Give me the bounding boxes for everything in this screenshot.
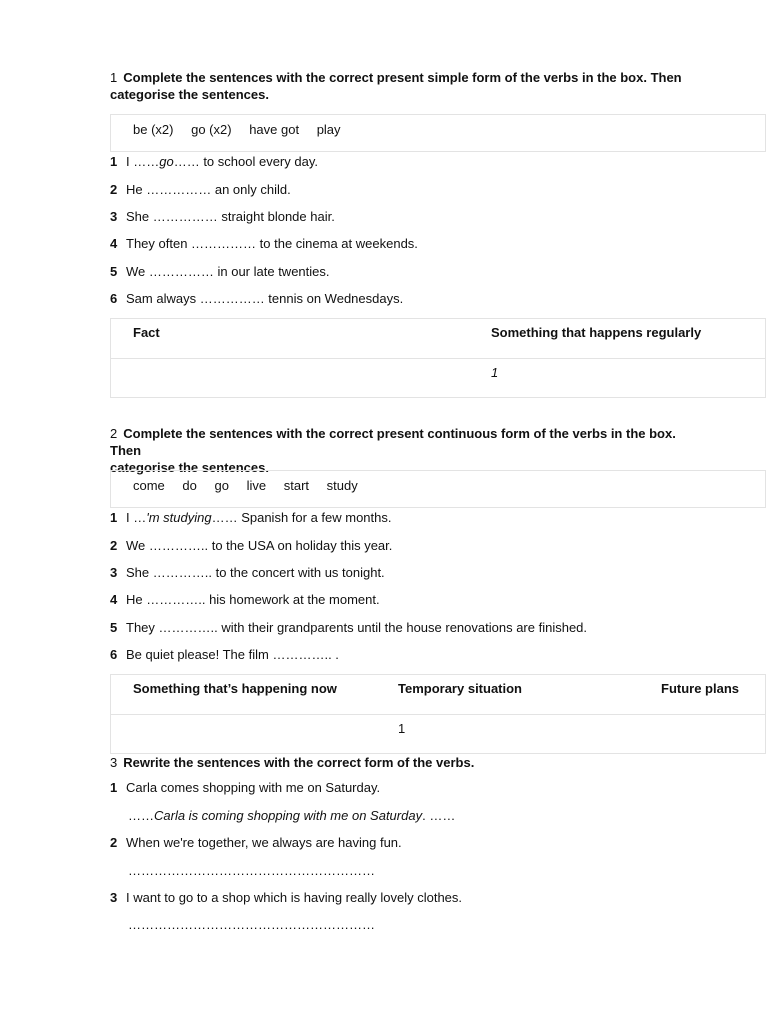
sentence-text: They often …………… to the cinema at weekends. bbox=[126, 236, 418, 251]
exercise-3-answer-line[interactable] bbox=[128, 808, 455, 824]
sentence-text: Be quiet please! The film ………….. . bbox=[126, 647, 339, 662]
sentence-number: 3 bbox=[110, 890, 118, 905]
example-answer: go bbox=[159, 154, 174, 169]
table-header: Something that’s happening now bbox=[133, 681, 337, 696]
sentence-text: Carla comes shopping with me on Saturday. bbox=[126, 780, 381, 795]
table-header: Fact bbox=[133, 325, 160, 340]
word-box-item: live bbox=[246, 478, 267, 493]
table-row bbox=[111, 715, 765, 753]
sentence-text: He ………….. his homework at the moment. bbox=[126, 592, 380, 607]
exercise-1-sentence bbox=[110, 236, 418, 252]
word-box-item: go (x2) bbox=[191, 122, 232, 137]
exercise-1-title-line2: categorise the sentences. bbox=[110, 87, 269, 102]
sentence-text: Sam always …………… tennis on Wednesdays. bbox=[126, 291, 404, 306]
sentence-text: We ………….. to the USA on holiday this year. bbox=[126, 538, 393, 553]
exercise-3-heading bbox=[110, 754, 710, 771]
exercise-1-title-line1: Complete the sentences with the correct present simple form of the verbs in the box. Then bbox=[123, 70, 682, 85]
exercise-1-sentence bbox=[110, 182, 291, 198]
exercise-2-sentence bbox=[110, 565, 385, 581]
sentence-text: I want to go to a shop which is having really lovely clothes. bbox=[126, 890, 463, 905]
sentence-number: 3 bbox=[110, 565, 118, 580]
exercise-1-sentence bbox=[110, 264, 330, 280]
sentence-number: 6 bbox=[110, 647, 118, 662]
sentence-text: She ………….. to the concert with us tonight. bbox=[126, 565, 385, 580]
sentence-number: 4 bbox=[110, 592, 118, 607]
sentence-text: …… Spanish for a few months. bbox=[211, 510, 392, 525]
example-answer: 'm studying bbox=[146, 510, 212, 525]
sentence-text: They ………….. with their grandparents until the house renovations are finished. bbox=[126, 620, 588, 635]
table-cell[interactable]: 1 bbox=[491, 365, 499, 380]
sentence-number: 5 bbox=[110, 620, 118, 635]
answer-dots: . …… bbox=[422, 808, 456, 823]
exercise-3-answer-line[interactable]: ………………………………………………… bbox=[128, 917, 375, 932]
exercise-1-number: 1 bbox=[110, 70, 118, 85]
table-header: Temporary situation bbox=[398, 681, 523, 696]
exercise-2-category-table bbox=[110, 674, 766, 754]
table-header-row bbox=[111, 675, 765, 715]
table-header-row bbox=[111, 319, 765, 359]
sentence-text: I … bbox=[126, 510, 147, 525]
exercise-1-category-table bbox=[110, 318, 766, 398]
sentence-text: She …………… straight blonde hair. bbox=[126, 209, 335, 224]
exercise-3-answer-line[interactable]: ………………………………………………… bbox=[128, 863, 375, 878]
exercise-2-sentence bbox=[110, 538, 392, 554]
exercise-3-title: Rewrite the sentences with the correct form of the verbs. bbox=[123, 755, 475, 770]
word-box-item: play bbox=[316, 122, 341, 137]
word-box-item: do bbox=[182, 478, 197, 493]
word-box-item: go bbox=[214, 478, 229, 493]
exercise-1-heading bbox=[110, 69, 710, 103]
exercise-1-sentence bbox=[110, 291, 403, 307]
sentence-text: When we're together, we always are having fun. bbox=[126, 835, 402, 850]
sentence-number: 6 bbox=[110, 291, 118, 306]
exercise-2-sentence bbox=[110, 647, 339, 663]
example-answer: Carla is coming shopping with me on Saturday bbox=[154, 808, 423, 823]
exercise-2-word-box bbox=[110, 470, 766, 508]
sentence-number: 3 bbox=[110, 209, 118, 224]
word-box-item: study bbox=[326, 478, 358, 493]
sentence-number: 5 bbox=[110, 264, 118, 279]
exercise-1-word-box bbox=[110, 114, 766, 152]
exercise-3-sentence bbox=[110, 780, 380, 796]
word-box-item: have got bbox=[249, 122, 300, 137]
exercise-2-number: 2 bbox=[110, 426, 118, 441]
sentence-number: 2 bbox=[110, 835, 118, 850]
table-header: Something that happens regularly bbox=[491, 325, 702, 340]
sentence-number: 4 bbox=[110, 236, 118, 251]
exercise-3-number: 3 bbox=[110, 755, 118, 770]
word-box-item: come bbox=[133, 478, 165, 493]
exercise-2-sentence bbox=[110, 592, 380, 608]
sentence-text: We …………… in our late twenties. bbox=[126, 264, 330, 279]
word-box-item: start bbox=[283, 478, 310, 493]
exercise-3-sentence bbox=[110, 835, 402, 851]
sentence-number: 2 bbox=[110, 182, 118, 197]
exercise-1-sentence bbox=[110, 154, 318, 170]
answer-dots: …… bbox=[128, 808, 154, 823]
exercise-2-heading bbox=[110, 425, 710, 476]
sentence-number: 2 bbox=[110, 538, 118, 553]
exercise-1-sentence bbox=[110, 209, 335, 225]
exercise-2-sentence bbox=[110, 620, 587, 636]
exercise-2-title-line2: categorise the sentences. bbox=[110, 460, 269, 475]
sentence-text: …… to school every day. bbox=[173, 154, 318, 169]
sentence-number: 1 bbox=[110, 780, 118, 795]
exercise-2-title-line1: Complete the sentences with the correct present continuous form of the verbs in the box. Then bbox=[110, 426, 676, 458]
exercise-3-sentence bbox=[110, 890, 462, 906]
word-box-item: be (x2) bbox=[133, 122, 174, 137]
table-row bbox=[111, 359, 765, 397]
sentence-number: 1 bbox=[110, 510, 118, 525]
table-header: Future plans bbox=[661, 681, 740, 696]
sentence-text: He …………… an only child. bbox=[126, 182, 291, 197]
exercise-2-sentence bbox=[110, 510, 392, 526]
sentence-text: I …… bbox=[126, 154, 160, 169]
sentence-number: 1 bbox=[110, 154, 118, 169]
table-cell[interactable]: 1 bbox=[398, 721, 406, 736]
